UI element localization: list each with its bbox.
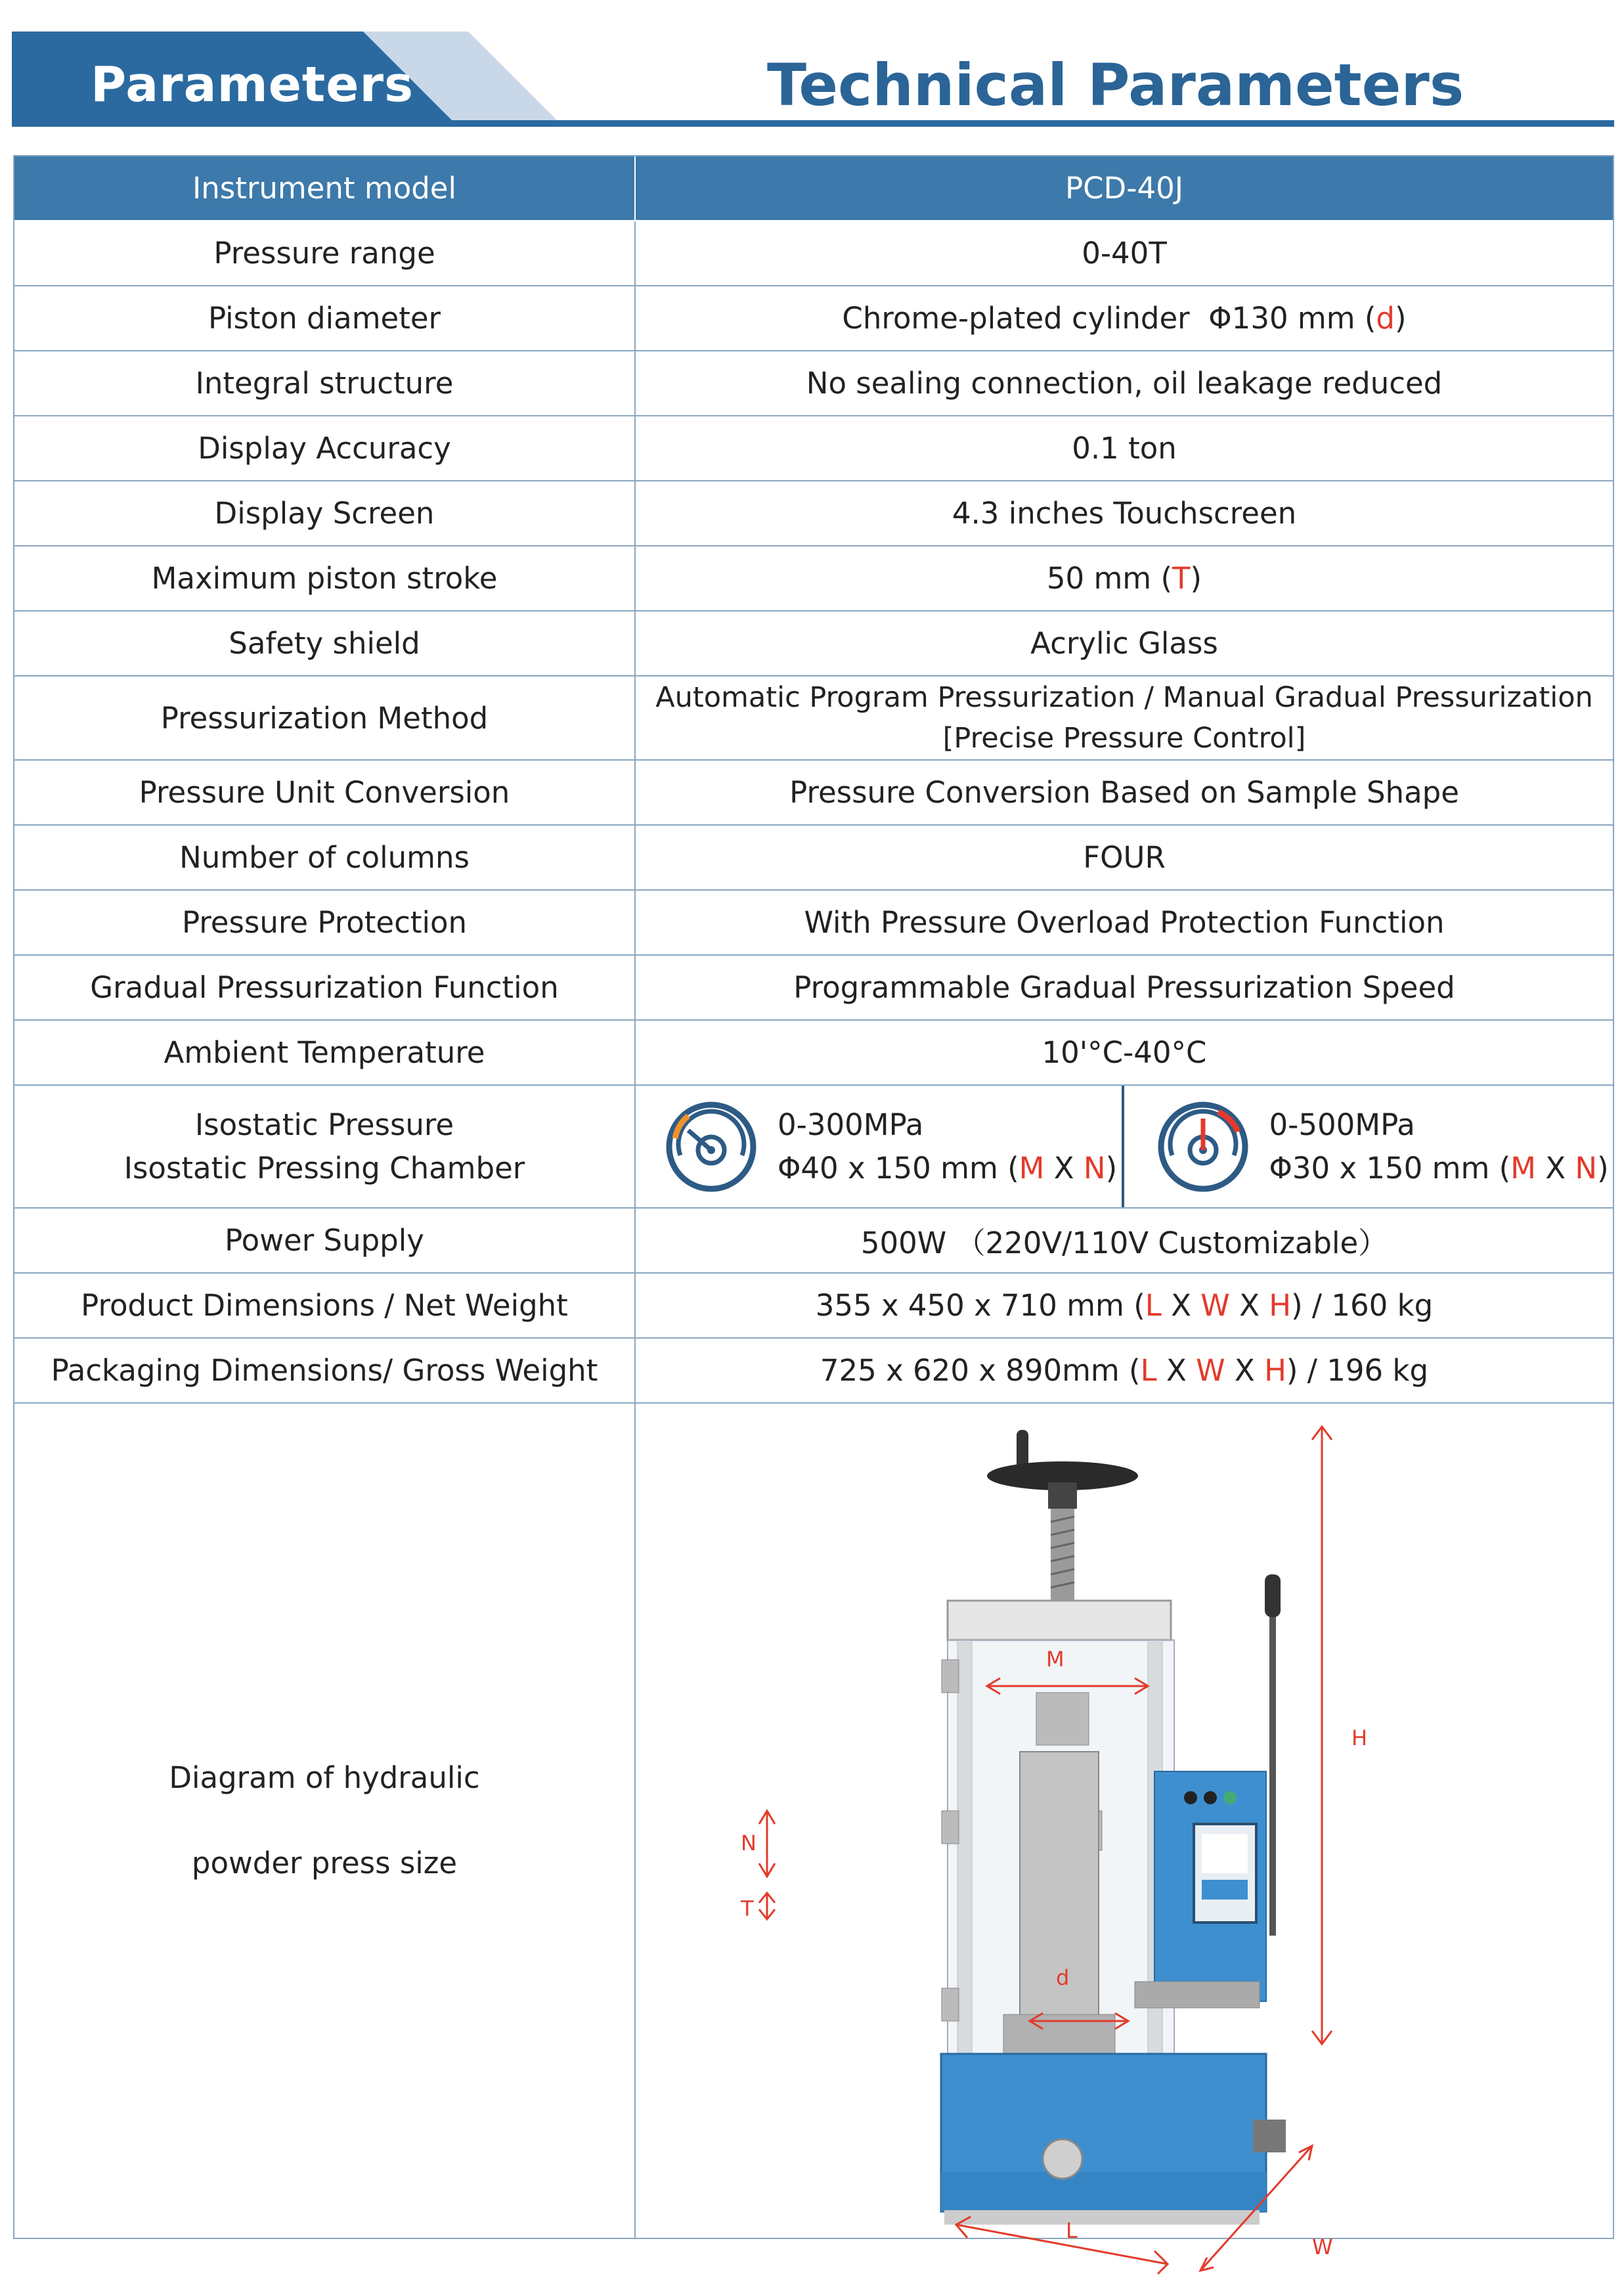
value-text: ): [1597, 1150, 1609, 1186]
isostatic-spec: [1269, 1103, 1609, 1190]
table-row: [14, 611, 1613, 677]
diagram-row: [14, 1404, 1613, 2259]
diagram-label: [14, 1404, 636, 2238]
pressure-value: 0-300MPa: [778, 1107, 924, 1142]
table-row: [14, 1339, 1613, 1404]
table-row: [14, 286, 1613, 351]
row-label: Maximum piston stroke: [14, 546, 636, 610]
row-label: Ambient Temperature: [14, 1021, 636, 1084]
table-row: [14, 1209, 1613, 1274]
dimension-code: d: [1376, 301, 1395, 336]
hydraulic-press-illustration: [636, 1404, 1612, 2259]
chamber-size: [1269, 1147, 1609, 1190]
dimension-code: T: [1172, 561, 1191, 596]
dimension-code: N: [1083, 1150, 1106, 1186]
dimension-code: L: [1140, 1353, 1157, 1388]
row-value: [636, 546, 1613, 610]
table-row: [14, 481, 1613, 546]
row-value: Programmable Gradual Pressurization Speed: [793, 970, 1455, 1005]
label-line: Isostatic Pressing Chamber: [123, 1150, 525, 1186]
value-line: [Precise Pressure Control]: [942, 722, 1306, 755]
dimension-code: N: [1575, 1150, 1598, 1186]
row-label: Packaging Dimensions/ Gross Weight: [14, 1339, 636, 1402]
dimension-label-n: N: [741, 1831, 757, 1856]
row-label: Piston diameter: [14, 286, 636, 350]
row-value: 10'°C-40°C: [1042, 1035, 1207, 1070]
banner-underline: [12, 120, 1614, 127]
value-text: Φ30 x 150 mm (: [1269, 1150, 1511, 1186]
gauge-high-icon: [1154, 1098, 1252, 1196]
table-row: [14, 1021, 1613, 1086]
isostatic-label: [14, 1086, 636, 1207]
row-label: Integral structure: [14, 351, 636, 415]
row-value: [636, 286, 1613, 350]
label-line: Isostatic Pressure: [194, 1107, 454, 1142]
row-value: [636, 677, 1613, 759]
value-text: Chrome-plated cylinder Φ130 mm (: [842, 301, 1376, 336]
value-text: ): [1395, 301, 1407, 336]
row-label: Pressurization Method: [14, 677, 636, 759]
row-value: 0-40T: [1082, 236, 1167, 271]
table-row: [14, 891, 1613, 956]
row-value: With Pressure Overload Protection Function: [804, 905, 1445, 940]
dimension-label-w: W: [1312, 2234, 1333, 2259]
row-value: [636, 1339, 1613, 1402]
chamber-size: [778, 1147, 1117, 1190]
isostatic-option-300: [636, 1086, 1124, 1207]
value-text: X: [1161, 1288, 1201, 1323]
dimension-code: H: [1269, 1288, 1292, 1323]
value-text: ): [1190, 561, 1202, 596]
isostatic-spec: [778, 1103, 1117, 1190]
dimension-label-m: M: [1046, 1647, 1064, 1672]
isostatic-options: [636, 1086, 1613, 1207]
row-label: Pressure Protection: [14, 891, 636, 954]
row-label: Display Screen: [14, 481, 636, 545]
header-value: PCD-40J: [1065, 171, 1183, 206]
row-value: 500W （220V/110V Customizable）: [860, 1226, 1388, 1260]
table-row: [14, 826, 1613, 891]
row-value: Pressure Conversion Based on Sample Shape: [789, 775, 1459, 810]
row-value: 4.3 inches Touchscreen: [952, 496, 1297, 531]
dimension-code: H: [1264, 1353, 1286, 1388]
row-value: 0.1 ton: [1072, 431, 1177, 466]
value-text: 725 x 620 x 890mm (: [820, 1353, 1141, 1388]
pressure-value: 0-500MPa: [1269, 1107, 1415, 1142]
section-banner: [12, 32, 1614, 131]
value-text: 50 mm (: [1046, 561, 1173, 596]
header-label: Instrument model: [14, 156, 636, 220]
page-title: Technical Parameters: [767, 51, 1464, 119]
table-row: [14, 677, 1613, 761]
row-value: Acrylic Glass: [1030, 626, 1218, 661]
value-line: Automatic Program Pressurization / Manual Gradual Pressurization: [655, 681, 1593, 714]
dimension-code: W: [1196, 1353, 1225, 1388]
row-value: No sealing connection, oil leakage reduced: [806, 366, 1443, 401]
value-text: X: [1229, 1288, 1269, 1323]
table-row: [14, 221, 1613, 286]
row-label: Pressure range: [14, 221, 636, 285]
table-row: [14, 1274, 1613, 1339]
table-row: [14, 546, 1613, 611]
table-row: [14, 416, 1613, 481]
row-label: Pressure Unit Conversion: [14, 761, 636, 824]
dimension-label-d: d: [1056, 1965, 1070, 1990]
row-label: Power Supply: [14, 1209, 636, 1272]
label-line: Diagram of hydraulic: [169, 1760, 480, 1795]
value-text: 355 x 450 x 710 mm (: [815, 1288, 1145, 1323]
dimension-label-l: L: [1066, 2218, 1078, 2243]
parameters-table: [13, 155, 1614, 2259]
row-label: Product Dimensions / Net Weight: [14, 1274, 636, 1337]
table-header-row: [14, 156, 1613, 221]
row-label: Display Accuracy: [14, 416, 636, 480]
row-value: [636, 1274, 1613, 1337]
dimension-code: M: [1510, 1150, 1536, 1186]
value-text: X: [1044, 1150, 1084, 1186]
row-label: Safety shield: [14, 611, 636, 675]
value-text: X: [1156, 1353, 1196, 1388]
isostatic-option-500: [1124, 1086, 1613, 1207]
dimension-code: M: [1019, 1150, 1045, 1186]
dimension-label-h: H: [1351, 1725, 1368, 1750]
banner-tab-label: Parameters: [91, 56, 414, 113]
gauge-low-icon: [662, 1098, 760, 1196]
label-line: powder press size: [191, 1846, 458, 1880]
row-label: Gradual Pressurization Function: [14, 956, 636, 1019]
row-value: FOUR: [1083, 840, 1166, 875]
isostatic-row: [14, 1086, 1613, 1209]
table-row: [14, 761, 1613, 826]
dimension-label-t: T: [741, 1896, 754, 1921]
dimension-code: W: [1200, 1288, 1230, 1323]
value-text: X: [1225, 1353, 1265, 1388]
value-text: X: [1535, 1150, 1575, 1186]
table-row: [14, 351, 1613, 416]
table-row: [14, 956, 1613, 1021]
value-text: ): [1105, 1150, 1118, 1186]
press-diagram: [636, 1404, 1613, 2259]
value-text: ) / 160 kg: [1291, 1288, 1434, 1323]
row-label: Number of columns: [14, 826, 636, 889]
value-text: ) / 196 kg: [1286, 1353, 1429, 1388]
dimension-code: L: [1145, 1288, 1162, 1323]
value-text: Φ40 x 150 mm (: [778, 1150, 1019, 1186]
